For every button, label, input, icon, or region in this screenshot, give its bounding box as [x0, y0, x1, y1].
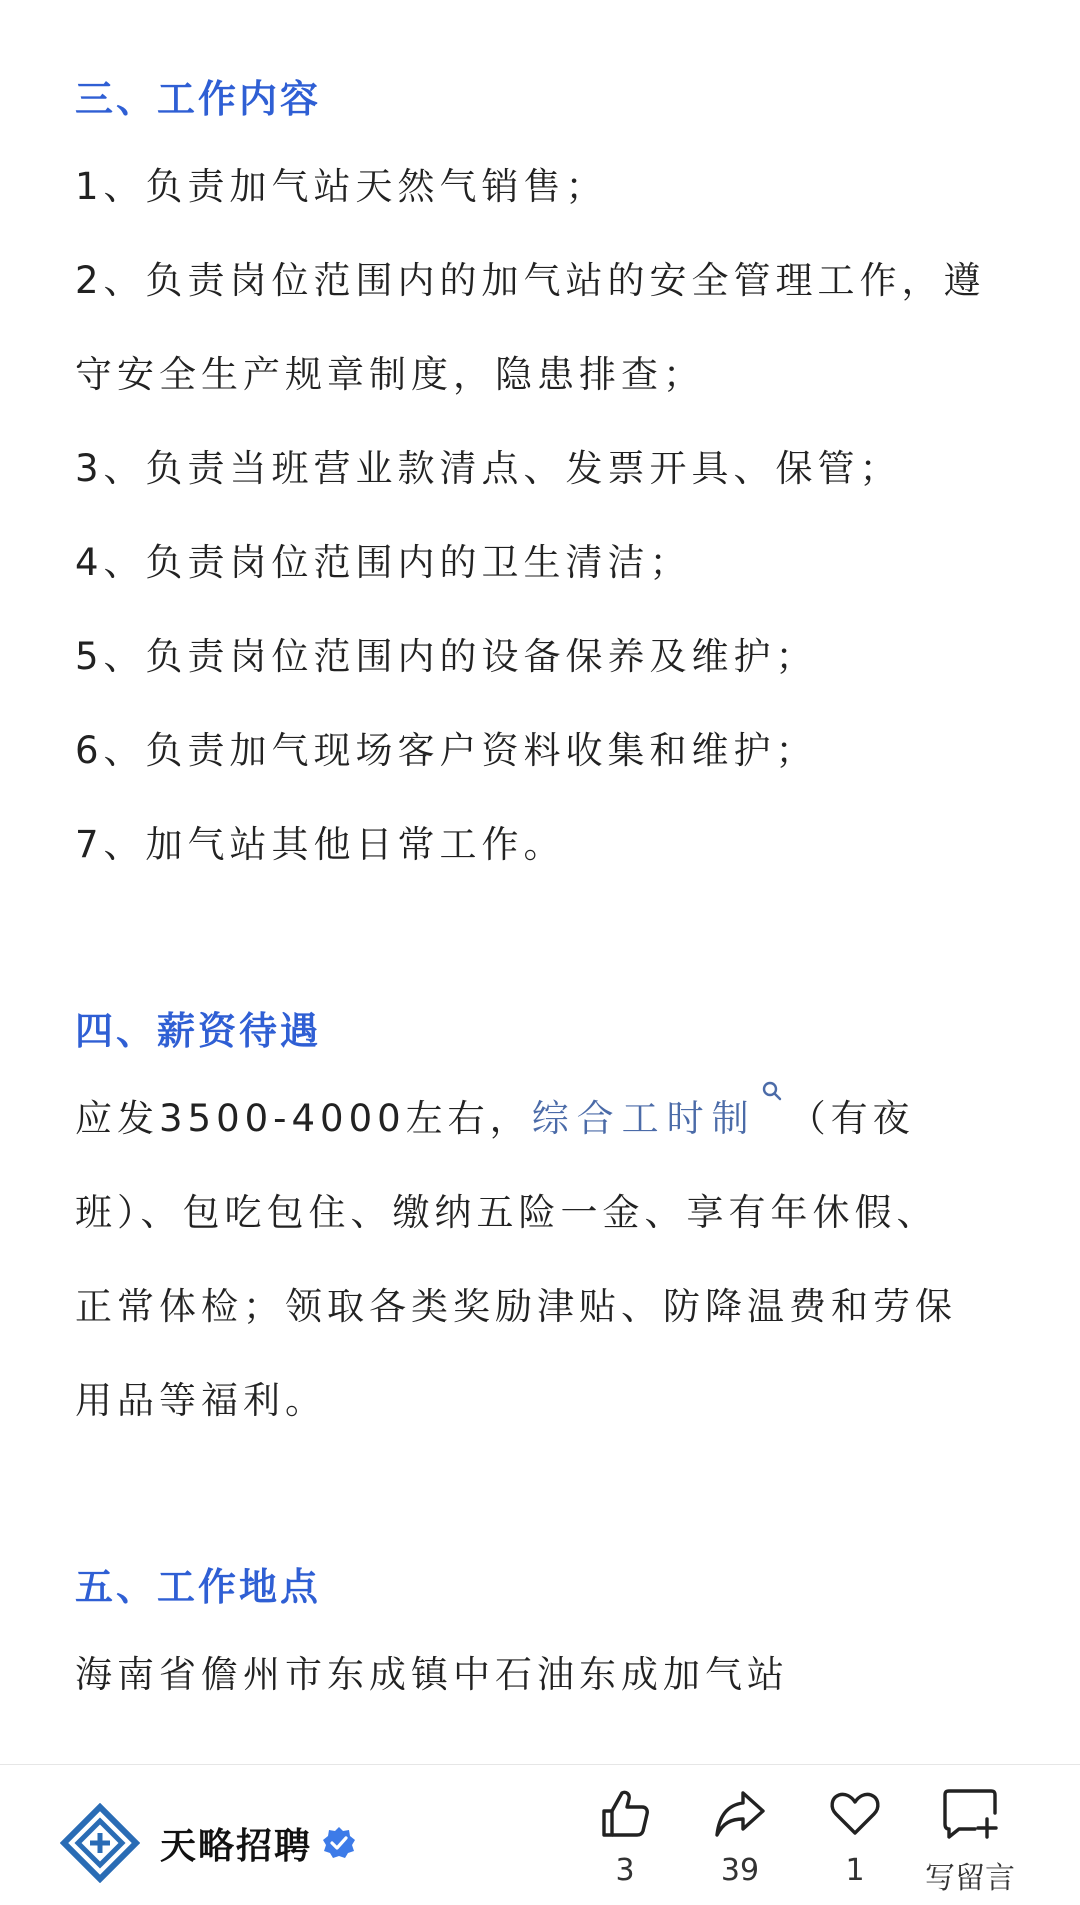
salary-line-4: 用品等福利。: [75, 1379, 327, 1422]
job-content-item-3: 3、负责当班营业款清点、发票开具、保管；: [75, 447, 902, 490]
work-address: 海南省儋州市东成镇中石油东成加气站: [75, 1653, 789, 1696]
job-content-item-2: 2、负责岗位范围内的加气站的安全管理工作，遵: [75, 259, 986, 302]
search-icon[interactable]: [761, 1080, 783, 1102]
comment-plus-icon: [941, 1787, 999, 1841]
salary-line-2: 班）、包吃包住、缴纳五险一金、享有年休假、: [75, 1191, 939, 1234]
section-title-location: 五、工作地点: [75, 1565, 322, 1609]
salary-text: 应发3500-4000左右，: [75, 1097, 532, 1140]
write-comment-button[interactable]: [915, 1787, 1025, 1905]
share-button[interactable]: [685, 1787, 795, 1905]
share-arrow-icon: [713, 1787, 767, 1841]
salary-line-3: 正常体检；领取各类奖励津贴、防降温费和劳保: [75, 1285, 957, 1328]
like-button[interactable]: [570, 1787, 680, 1905]
section-title-job-content: 三、工作内容: [75, 77, 322, 121]
salary-night-shift: （有夜: [788, 1097, 915, 1140]
heart-icon: [828, 1787, 882, 1841]
write-comment-label: 写留言: [925, 1861, 1015, 1896]
like-count: 3: [615, 1853, 635, 1888]
job-content-item-4: 4、负责岗位范围内的卫生清洁；: [75, 541, 692, 584]
diamond-logo-icon[interactable]: [60, 1803, 140, 1883]
job-content-item-6: 6、负责加气现场客户资料收集和维护；: [75, 729, 818, 772]
thumbs-up-icon: [598, 1787, 652, 1841]
job-content-item-2-cont: 守安全生产规章制度，隐患排查；: [75, 353, 705, 396]
account-name[interactable]: 天略招聘: [160, 1825, 313, 1867]
account-info[interactable]: [60, 1803, 356, 1883]
bottom-action-bar: [0, 1764, 1080, 1905]
verified-badge-icon: [322, 1826, 356, 1860]
job-content-item-7: 7、加气站其他日常工作。: [75, 823, 566, 866]
job-content-item-5: 5、负责岗位范围内的设备保养及维护；: [75, 635, 818, 678]
section-title-salary: 四、薪资待遇: [75, 1009, 322, 1053]
favorite-count: 1: [845, 1853, 865, 1888]
salary-line-1: [75, 1072, 1015, 1166]
share-count: 39: [720, 1853, 760, 1888]
job-content-item-1: 1、负责加气站天然气销售；: [75, 165, 608, 208]
comprehensive-hours-link[interactable]: 综合工时制: [531, 1097, 757, 1140]
favorite-button[interactable]: [800, 1787, 910, 1905]
